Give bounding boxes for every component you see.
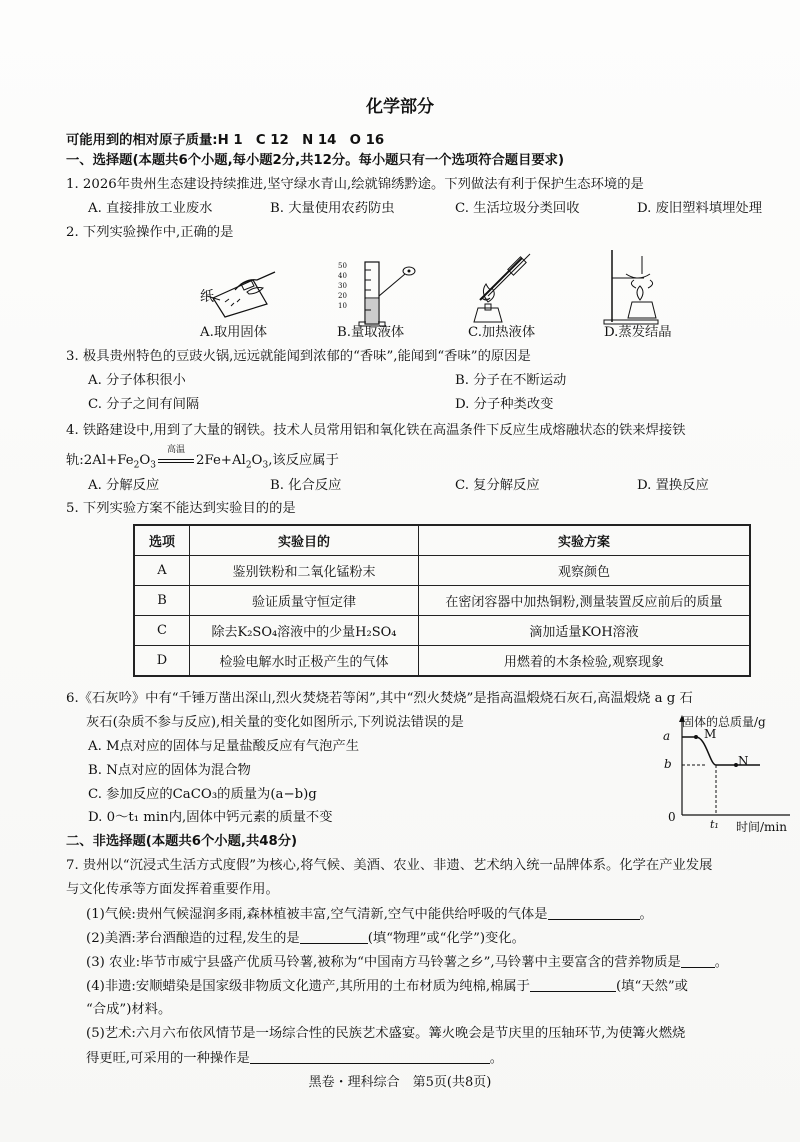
q4-option-c: C. 复分解反应: [455, 478, 540, 493]
q6-option-b: B. N点对应的固体为混合物: [88, 763, 251, 778]
q6-option-c: C. 参加反应的CaCO₃的质量为(a−b)g: [88, 787, 317, 802]
q2-option-d: D.蒸发结晶: [604, 325, 672, 340]
q7-part-4-hint: (填“天然”或: [615, 979, 688, 994]
q7-part-5-cont: [86, 1049, 503, 1068]
graph-n-label: N: [738, 754, 749, 768]
q7-part-4: [86, 977, 688, 996]
section-1-heading: 一、选择题(本题共6个小题,每小题2分,共12分。每小题只有一个选项符合题目要求): [66, 153, 565, 168]
tick-label: 30: [338, 282, 347, 290]
q3-stem: 3. 极具贵州特色的豆豉火锅,远远就能闻到浓郁的“香味”,能闻到“香味”的原因是: [66, 349, 531, 364]
q7-part-2-hint: (填“物理”或“化学”)变化。: [367, 931, 525, 946]
table-row: [134, 616, 750, 646]
atomic-masses: 可能用到的相对原子质量:H 1 C 12 N 14 O 16: [66, 133, 385, 148]
q3-option-b: B. 分子在不断运动: [455, 373, 567, 388]
eq-sub: 3: [150, 460, 156, 471]
q2-option-c: C.加热液体: [468, 325, 536, 340]
q7-part-4-cont: “合成”)材料。: [86, 1002, 172, 1017]
graph-origin-label: 0: [668, 810, 676, 824]
q6-stem-2: 灰石(杂质不参与反应),相关量的变化如图所示,下列说法错误的是: [86, 715, 464, 730]
table-header: 选项: [134, 525, 190, 556]
q4-stem: 4. 铁路建设中,用到了大量的钢铁。技术人员常用铝和氧化铁在高温条件下反应生成熔融状态的铁来焊接铁: [66, 423, 686, 438]
q1-option-a: A. 直接排放工业废水: [88, 201, 213, 216]
graph-a-label: a: [663, 729, 671, 743]
table-cell: 在密闭容器中加热铜粉,测量装置反应前后的质量: [419, 586, 751, 616]
q6-stem-1: 6.《石灰吟》中有“千锤万凿出深山,烈火焚烧若等闲”,其中“烈火焚烧”是指高温煅烧石灰石,高温煅烧 a g 石: [66, 691, 693, 706]
q4-option-a: A. 分解反应: [88, 478, 160, 493]
table-row: [134, 556, 750, 586]
graduated-cylinder-figure: [355, 258, 425, 330]
q1-stem: 1. 2026年贵州生态建设持续推进,坚守绿水青山,绘就锦绣黔途。下列做法有利于保护生态环境的是: [66, 177, 644, 192]
eq-right: 2Fe+Al: [195, 453, 246, 468]
q4-equation: [66, 445, 339, 475]
evaporation-figure: [600, 246, 670, 326]
q5-table: [133, 524, 751, 677]
section-2-heading: 二、非选择题(本题共6个小题,共48分): [66, 834, 298, 849]
eq-suffix: ,该反应属于: [268, 453, 339, 468]
q5-stem: 5. 下列实验方案不能达到实验目的的是: [66, 501, 296, 516]
graph-m-label: M: [704, 727, 717, 741]
q2-option-a: A.取用固体: [200, 325, 268, 340]
eq-arrow: [156, 445, 196, 470]
eq-sub: 2: [133, 460, 140, 471]
answer-blank[interactable]: [250, 1049, 490, 1064]
eq-o: O: [139, 453, 151, 468]
answer-blank[interactable]: [681, 953, 715, 968]
eq-sub: 3: [262, 460, 269, 471]
q2-stem: 2. 下列实验操作中,正确的是: [66, 225, 234, 240]
eq-left: 轨:2Al+Fe: [66, 453, 134, 468]
q7-part-5: (5)艺术:六月六布依风情节是一场综合性的民族艺术盛宴。篝火晚会是节庆里的压轴环节,为使篝火燃烧: [86, 1026, 686, 1041]
table-cell: A: [134, 556, 190, 586]
q6-option-d: D. 0～t₁ min内,固体中钙元素的质量不变: [88, 810, 333, 825]
table-cell: 用燃着的木条检验,观察现象: [419, 646, 751, 677]
table-cell: 观察颜色: [419, 556, 751, 586]
q7-stem-2: 与文化传承等方面发挥着重要作用。: [66, 882, 279, 897]
table-header: 实验目的: [190, 525, 419, 556]
q7-part-5-text: 得更旺,可采用的一种操作是: [86, 1051, 250, 1066]
graph-y-label: 固体的总质量/g: [682, 715, 766, 729]
tick-label: 40: [338, 272, 347, 280]
q4-option-d: D. 置换反应: [637, 478, 709, 493]
answer-blank[interactable]: [548, 905, 640, 920]
q7-part-4-text: (4)非遗:安顺蜡染是国家级非物质文化遗产,其所用的土布材质为纯棉,棉属于: [86, 979, 530, 994]
table-cell: C: [134, 616, 190, 646]
graph-b-label: b: [664, 757, 672, 771]
punct: 。: [714, 955, 729, 970]
q7-part-2-text: (2)美酒:茅台酒酿造的过程,发生的是: [86, 931, 300, 946]
q7-part-1: [86, 905, 653, 924]
table-row: [134, 646, 750, 677]
table-cell: 除去K₂SO₄溶液中的少量H₂SO₄: [190, 616, 419, 646]
table-row: [134, 586, 750, 616]
q7-part-2: [86, 929, 525, 948]
q1-option-b: B. 大量使用农药防虫: [270, 201, 395, 216]
tick-label: 20: [338, 292, 347, 300]
paper-label: 纸: [200, 289, 214, 305]
q6-option-a: A. M点对应的固体与足量盐酸反应有气泡产生: [88, 739, 360, 754]
table-cell: D: [134, 646, 190, 677]
q3-option-d: D. 分子种类改变: [455, 397, 554, 412]
q1-option-d: D. 废旧塑料填埋处理: [637, 201, 763, 216]
table-header: 实验方案: [419, 525, 751, 556]
table-cell: 验证质量守恒定律: [190, 586, 419, 616]
punct: 。: [489, 1051, 504, 1066]
q7-part-3: [86, 953, 728, 972]
q3-option-c: C. 分子之间有间隔: [88, 397, 200, 412]
heating-liquid-figure: [468, 252, 548, 324]
q3-option-a: A. 分子体积很小: [88, 373, 186, 388]
eq-sub: 2: [245, 460, 252, 471]
graph-t1-label: t₁: [710, 818, 719, 831]
q7-part-1-text: (1)气候:贵州气候湿润多雨,森林植被丰富,空气清新,空气中能供给呼吸的气体是: [86, 907, 548, 922]
table-cell: B: [134, 586, 190, 616]
tick-label: 50: [338, 262, 347, 270]
q1-option-c: C. 生活垃圾分类回收: [455, 201, 580, 216]
punct: 。: [639, 907, 653, 922]
answer-blank[interactable]: [530, 977, 616, 992]
table-header-row: [134, 525, 750, 556]
eq-condition: 高温: [166, 445, 185, 455]
table-cell: 滴加适量KOH溶液: [419, 616, 751, 646]
table-cell: 检验电解水时正极产生的气体: [190, 646, 419, 677]
q7-stem-1: 7. 贵州以“沉浸式生活方式度假”为核心,将气候、美酒、农业、非遗、艺术纳入统一品牌体系。化学在产业发展: [66, 858, 713, 873]
page-footer: 黑卷・理科综合 第5页(共8页): [308, 1075, 492, 1090]
tick-label: 10: [338, 302, 347, 310]
cylinder-tick-labels: [338, 261, 347, 311]
q7-part-3-text: (3) 农业:毕节市威宁县盛产优质马铃薯,被称为“中国南方马铃薯之乡”,马铃薯中主要富含的营养物质是: [86, 955, 681, 970]
eq-o: O: [251, 453, 263, 468]
table-cell: 鉴别铁粉和二氧化锰粉末: [190, 556, 419, 586]
q2-option-b: B.量取液体: [337, 325, 405, 340]
page-title: 化学部分: [366, 97, 434, 117]
graph-x-label: 时间/min: [736, 820, 787, 834]
mass-time-graph: [660, 715, 800, 835]
q4-option-b: B. 化合反应: [270, 478, 342, 493]
answer-blank[interactable]: [300, 929, 368, 944]
